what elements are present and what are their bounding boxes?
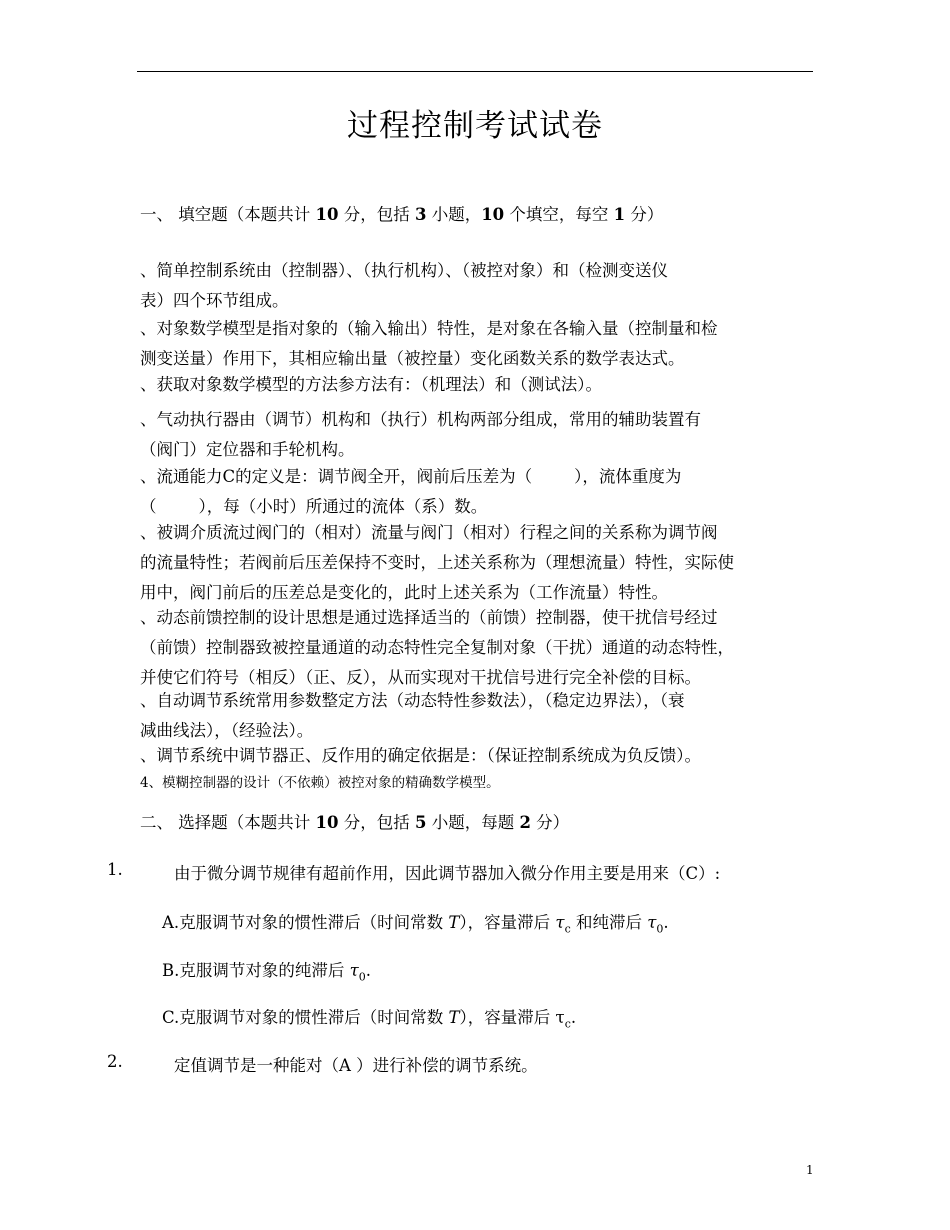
subscript: c [564, 922, 571, 936]
fill-item [140, 370, 812, 400]
item-line: 、动态前馈控制的设计思想是通过选择适当的（前馈）控制器，使干扰信号经过 [140, 608, 718, 627]
heading-text: 二、 选择题（本题共计 [140, 813, 316, 832]
option-a [162, 909, 669, 935]
option-text: 和纯滞后 [570, 913, 648, 932]
fill-note: 4、模糊控制器的设计（不依赖）被控对象的精确数学模型。 [140, 775, 500, 791]
symbol-t: T [448, 1008, 460, 1027]
fill-item [140, 314, 812, 374]
option-text: . [365, 961, 372, 980]
item-line: （ ），每（小时）所通过的流体（系）数。 [140, 497, 488, 516]
fill-item [140, 405, 812, 465]
item-line: 、简单控制系统由（控制器）、（执行机构）、（被控对象）和（检测变送仪 [140, 261, 668, 280]
symbol-tau: τ [349, 961, 359, 980]
document-title: 过程控制考试试卷 [347, 108, 603, 144]
heading-text: 分） [530, 813, 570, 832]
page-number: 1 [806, 1163, 814, 1177]
item-line: 、调节系统中调节器正、反作用的确定依据是：（保证控制系统成为负反馈）。 [140, 746, 701, 765]
item-line: 、被调介质流过阀门的（相对）流量与阀门（相对）行程之间的关系称为调节阀 [140, 523, 718, 542]
option-text: ），容量滞后 [459, 1008, 556, 1027]
heading-text: 分，包括 [338, 205, 415, 224]
heading-text: 分，包括 [338, 813, 415, 832]
item-line: 、流通能力C的定义是：调节阀全开，阀前后压差为（ ），流体重度为 [140, 467, 682, 486]
heading-text: 个填空，每空 [504, 205, 614, 224]
item-line: 、自动调节系统常用参数整定方法（动态特性参数法），（稳定边界法），（衰 [140, 691, 685, 710]
subscript: 0 [656, 922, 664, 936]
subscript: 0 [358, 970, 366, 984]
item-line: 的流量特性；若阀前后压差保持不变时，上述关系称为（理想流量）特性，实际使 [140, 553, 734, 572]
option-text: A.克服调节对象的惯性滞后（时间常数 [162, 913, 449, 932]
option-c [162, 1004, 576, 1030]
item-line: （前馈）控制器致被控量通道的动态特性完全复制对象（干扰）通道的动态特性， [140, 638, 734, 657]
heading-text: 分） [625, 205, 664, 224]
section1-heading [140, 201, 663, 225]
fill-item [140, 518, 812, 608]
item-line: 并使它们符号（相反）（正、反），从而实现对干扰信号进行完全补偿的目标。 [140, 668, 701, 687]
question-number: 2. [107, 1052, 123, 1071]
heading-number: 2 [519, 813, 531, 832]
heading-number: 5 [414, 813, 427, 832]
option-text: . [663, 913, 669, 932]
heading-number: 10 [315, 813, 339, 832]
heading-number: 1 [613, 205, 626, 224]
item-line: 减曲线法），（经验法）。 [140, 721, 314, 740]
fill-item [140, 256, 812, 316]
item-line: 用中，阀门前后的压差总是变化的，此时上述关系为（工作流量）特性。 [140, 583, 668, 602]
heading-number: 3 [414, 205, 427, 224]
question-text: 由于微分调节规律有超前作用，因此调节器加入微分作用主要是用来（C）: [174, 864, 721, 883]
item-line: 、获取对象数学模型的方法参方法有：（机理法）和（测试法）。 [140, 375, 602, 394]
symbol-tau: τ [555, 1008, 565, 1027]
item-line: 测变送量）作用下，其相应输出量（被控量）变化函数关系的数学表达式。 [140, 349, 685, 368]
fill-item [140, 603, 812, 693]
section2-heading [140, 809, 569, 833]
fill-item [140, 741, 812, 771]
option-text: ），容量滞后 [459, 913, 556, 932]
question-number: 1. [107, 860, 123, 879]
fill-item [140, 686, 812, 746]
option-text: B.克服调节对象的纯滞后 [162, 961, 350, 980]
question-text: 定值调节是一种能对（A ）进行补偿的调节系统。 [174, 1056, 538, 1075]
item-line: 、对象数学模型是指对象的（输入输出）特性，是对象在各输入量（控制量和检 [140, 319, 718, 338]
symbol-tau: τ [555, 913, 565, 932]
heading-text: 小题， [426, 205, 482, 224]
heading-text: 一、 填空题（本题共计 [140, 205, 316, 224]
symbol-tau: τ [647, 913, 657, 932]
heading-text: 小题，每题 [426, 813, 520, 832]
item-line: 、气动执行器由（调节）机构和（执行）机构两部分组成，常用的辅助装置有 [140, 410, 701, 429]
heading-number: 10 [481, 205, 505, 224]
item-line: 表）四个环节组成。 [140, 291, 289, 310]
subscript: c [564, 1017, 571, 1031]
item-line: （阀门）定位器和手轮机构。 [140, 440, 355, 459]
header-rule [137, 71, 813, 72]
option-text: . [570, 1008, 577, 1027]
heading-number: 10 [315, 205, 339, 224]
option-b [162, 957, 371, 983]
option-text: C.克服调节对象的惯性滞后（时间常数 [162, 1008, 449, 1027]
symbol-t: T [448, 913, 460, 932]
fill-item [140, 462, 812, 522]
